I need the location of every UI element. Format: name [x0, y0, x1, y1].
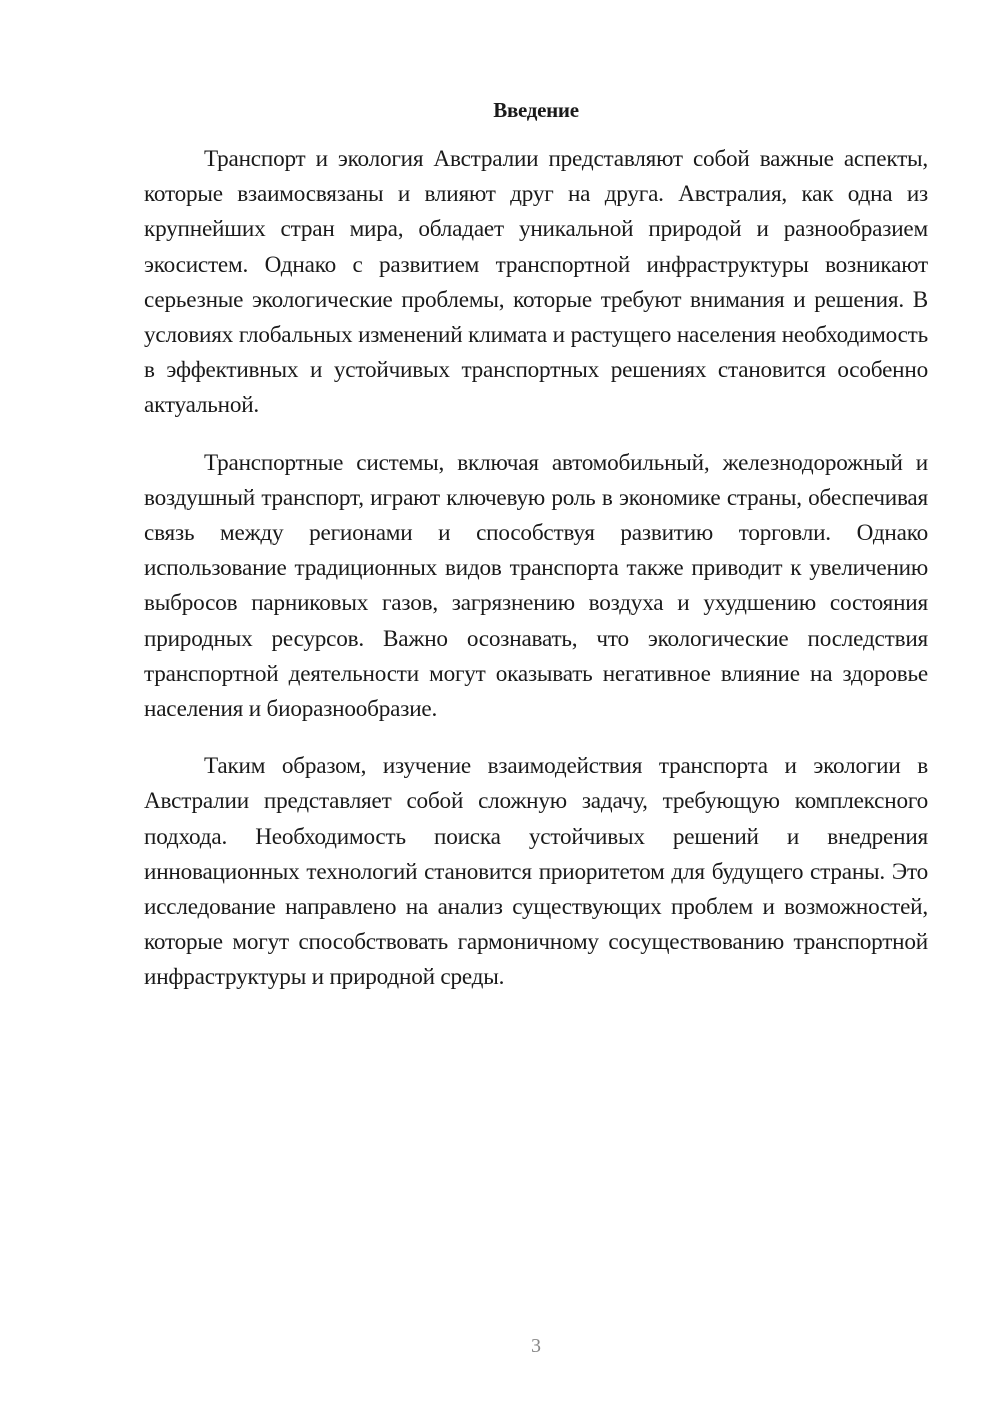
paragraph: Транспорт и экология Австралии представляют собой важные аспекты, которые взаимосвязаны и влияют друг на друга. Австралия, как одна из крупнейших стран мира, обладает уникальной природой и разнообразием экосистем. Однако с развитием транспортной инфраструктуры возникают серьезные экологические проблемы, которые требуют внимания и решения. В условиях глобальных изменений климата и растущего населения необходимость в эффективных и устойчивых транспортных решениях становится особенно актуальной. — [144, 146, 928, 419]
document-body — [144, 142, 928, 1018]
section-title: Введение — [493, 98, 579, 122]
paragraph: Таким образом, изучение взаимодействия транспорта и экологии в Австралии представляет собой сложную задачу, требующую комплексного подхода. Необходимость поиска устойчивых решений и внедрения инновационных технологий становится приоритетом для будущего страны. Это исследование направлено на анализ существующих проблем и возможностей, которые могут способствовать гармоничному сосуществованию транспортной инфраструктуры и природной среды. — [144, 753, 928, 991]
page-number: 3 — [531, 1335, 541, 1357]
paragraph: Транспортные системы, включая автомобильный, железнодорожный и воздушный транспорт, играют ключевую роль в экономике страны, обеспечивая связь между регионами и способствуя развитию торговли. Однако использование традиционных видов транспорта также приводит к увеличению выбросов парниковых газов, загрязнению воздуха и ухудшению состояния природных ресурсов. Важно осознавать, что экологические последствия транспортной деятельности могут оказывать негативное влияние на здоровье населения и биоразнообразие. — [144, 449, 928, 723]
